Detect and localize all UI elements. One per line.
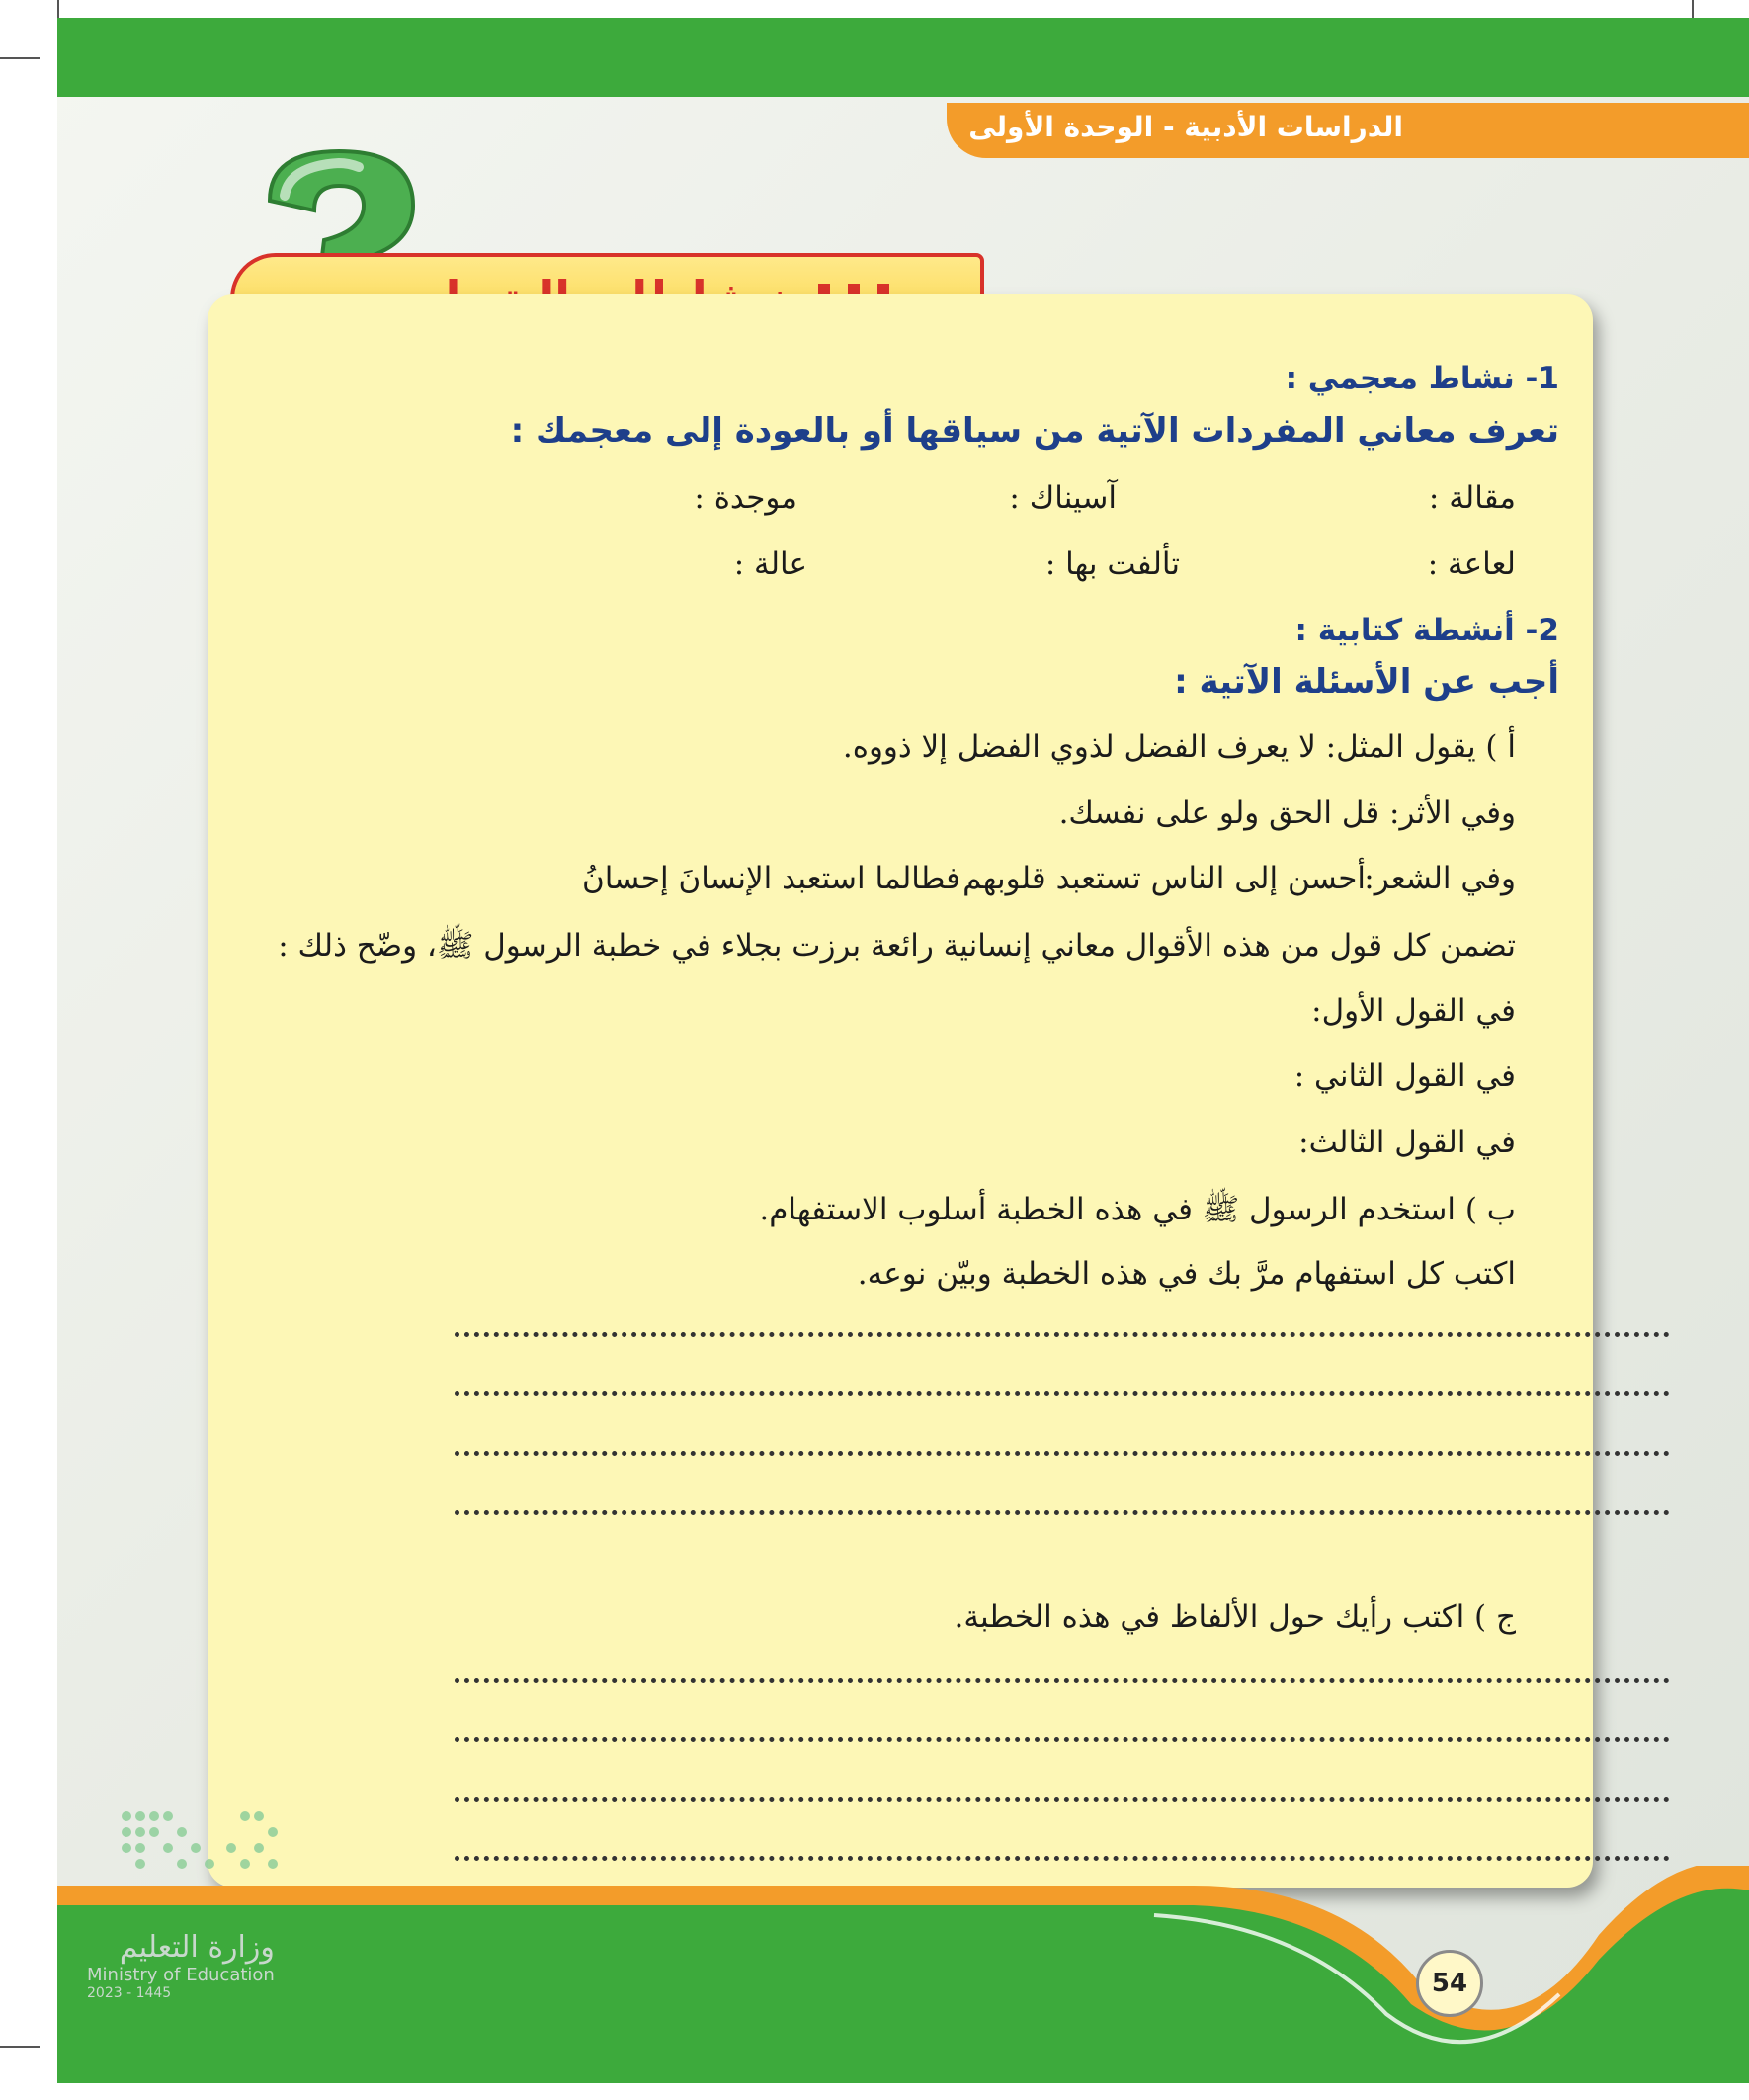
question-a-athar: وفي الأثر: قل الحق ولو على نفسك. xyxy=(1058,796,1516,831)
poetry-label: وفي الشعر: xyxy=(1364,861,1516,896)
ministry-logo-text xyxy=(87,1930,275,2001)
unit-title-band xyxy=(947,103,1749,158)
question-a-proverb: أ ) يقول المثل: لا يعرف الفضل لذوي الفضل إلا ذووه. xyxy=(842,729,1516,765)
unit-title: الدراسات الأدبية - الوحدة الأولى xyxy=(968,111,1403,143)
vocab-word: مقالة : xyxy=(1428,480,1516,516)
vocab-word: لعاعة : xyxy=(1427,546,1516,582)
answer-label-first: في القول الأول: xyxy=(1311,993,1516,1029)
ministry-logo-english: Ministry of Education xyxy=(87,1965,275,1985)
activity1-heading: 1- نشاط معجمي : xyxy=(1285,361,1559,396)
question-b-line2: اكتب كل استفهام مرَّ بك في هذه الخطبة وبيّن نوعه. xyxy=(857,1256,1516,1292)
vocab-word: تألفت بها : xyxy=(1044,546,1180,582)
question-b-line1: ب ) استخدم الرسول ﷺ في هذه الخطبة أسلوب الاستفهام. xyxy=(759,1192,1516,1227)
textbook-page xyxy=(57,18,1749,2083)
answer-line[interactable] xyxy=(455,1451,1670,1456)
answer-line[interactable] xyxy=(455,1678,1670,1683)
answer-label-second: في القول الثاني : xyxy=(1293,1058,1516,1094)
ministry-logo-year: 2023 - 1445 xyxy=(87,1985,172,2001)
vocab-word: عالة : xyxy=(733,546,807,582)
answer-line[interactable] xyxy=(455,1856,1670,1861)
activity1-instruction-end: معجمك : xyxy=(510,411,654,451)
question-a-prompt: تضمن كل قول من هذه الأقوال معاني إنسانية رائعة برزت بجلاء في خطبة الرسول ﷺ، وضّح ذلك : xyxy=(278,928,1516,964)
vocab-word: موجدة : xyxy=(694,480,797,516)
activity2-instruction: أجب عن الأسئلة الآتية : xyxy=(1174,662,1559,702)
activity1-instruction-main: تعرف معاني المفردات الآتية من سياقها أو بالعودة إلى xyxy=(653,411,1559,451)
top-green-bar xyxy=(57,18,1749,97)
activities-card xyxy=(208,294,1593,1888)
question-c-line1: ج ) اكتب رأيك حول الألفاظ في هذه الخطبة. xyxy=(954,1599,1516,1635)
answer-line[interactable] xyxy=(455,1332,1670,1337)
answer-line[interactable] xyxy=(455,1797,1670,1802)
page-number: 54 xyxy=(1416,1950,1483,2017)
answer-label-third: في القول الثالث: xyxy=(1298,1125,1516,1160)
ministry-logo-arabic: وزارة التعليم xyxy=(119,1930,275,1965)
vocab-word: آسيناك : xyxy=(1009,480,1117,516)
answer-line[interactable] xyxy=(455,1737,1670,1742)
answer-line[interactable] xyxy=(455,1510,1670,1515)
activity1-instruction xyxy=(511,411,1559,451)
activity2-heading: 2- أنشطة كتابية : xyxy=(1294,613,1559,648)
poetry-hemistich-1: أحسن إلى الناس تستعبد قلوبهم xyxy=(962,861,1366,896)
poetry-hemistich-2: فطالما استعبد الإنسانَ إحسانُ xyxy=(581,861,960,896)
answer-line[interactable] xyxy=(455,1391,1670,1396)
